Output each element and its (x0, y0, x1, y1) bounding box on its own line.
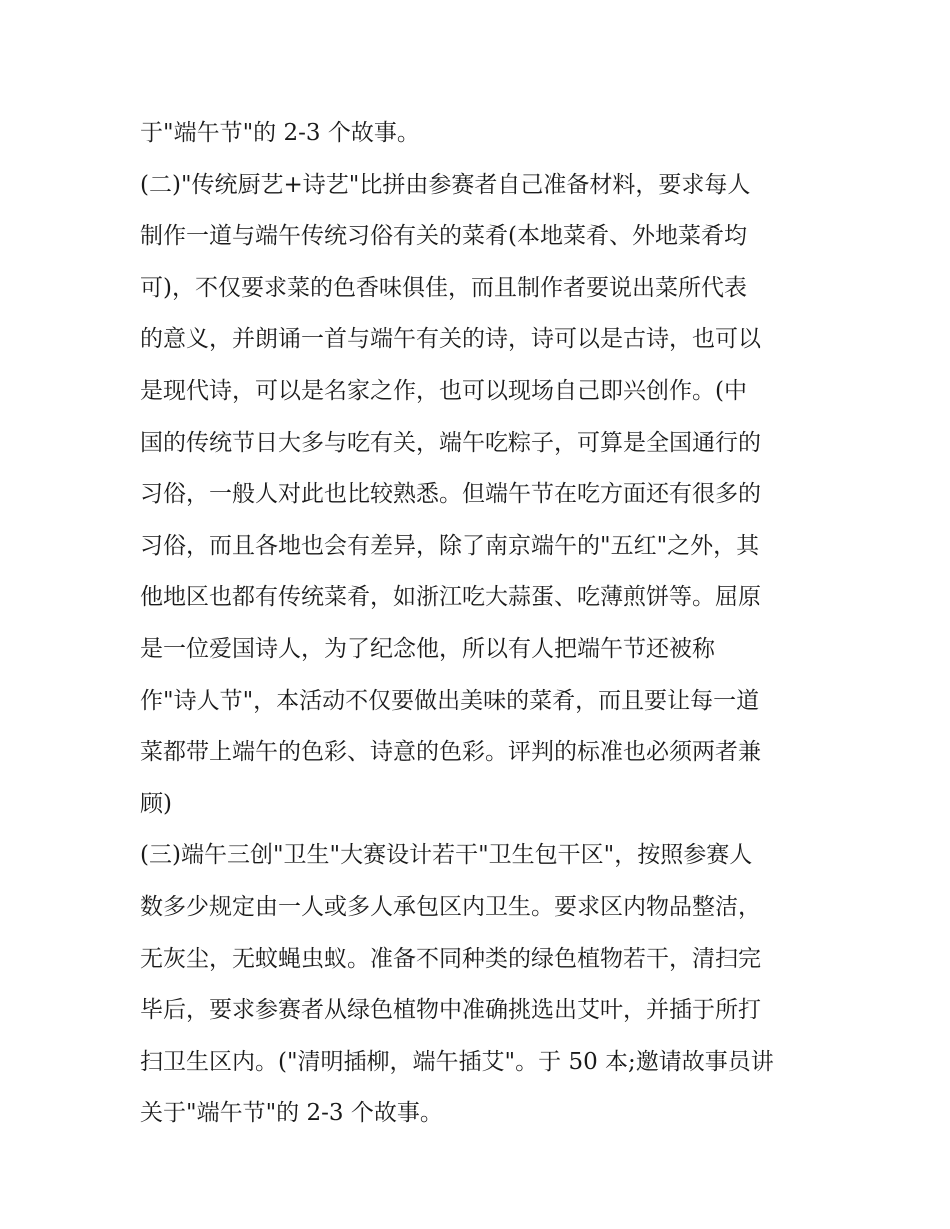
text-line: 数多少规定由一人或多人承包区内卫生。要求区内物品整洁， (140, 893, 761, 920)
text-line: 制作一道与端午传统习俗有关的菜肴(本地菜肴、外地菜肴均 (140, 223, 747, 250)
text-line: 作"诗人节"，本活动不仅要做出美味的菜肴，而且要让每一道 (140, 687, 760, 714)
text-line: 国的传统节日大多与吃有关，端午吃粽子，可算是全国通行的 (140, 429, 761, 456)
text-line: 扫卫生区内。("清明插柳，端午插艾"。于 50 本;邀请故事员讲 (140, 1048, 774, 1075)
text-line: 是一位爱国诗人，为了纪念他，所以有人把端午节还被称 (140, 635, 715, 662)
text-line: 他地区也都有传统菜肴，如浙江吃大蒜蛋、吃薄煎饼等。屈原 (140, 584, 761, 611)
text-line: 关于"端午节"的 2-3 个故事。 (140, 1100, 443, 1127)
text-line: 习俗，而且各地也会有差异，除了南京端午的"五红"之外，其 (140, 532, 760, 559)
text-line: 可)，不仅要求菜的色香味俱佳，而且制作者要说出菜所代表 (140, 274, 747, 301)
text-line: 菜都带上端午的色彩、诗意的色彩。评判的标准也必须两者兼 (140, 739, 761, 766)
text-line: 于"端午节"的 2-3 个故事。 (140, 120, 420, 146)
text-line: 是现代诗，可以是名家之作，也可以现场自己即兴创作。(中 (140, 377, 747, 404)
text-line: 顾) (140, 790, 172, 817)
text-line: 无灰尘，无蚊蝇虫蚁。准备不同种类的绿色植物若干，清扫完 (140, 945, 761, 972)
text-line: (二)"传统厨艺+诗艺"比拼由参赛者自己准备材料，要求每人 (140, 171, 751, 198)
text-line: (三)端午三创"卫生"大赛设计若干"卫生包干区"，按照参赛人 (140, 842, 753, 869)
document-body (140, 108, 820, 1140)
text-line: 习俗，一般人对此也比较熟悉。但端午节在吃方面还有很多的 (140, 481, 761, 508)
text-line: 毕后，要求参赛者从绿色植物中准确挑选出艾叶，并插于所打 (140, 997, 761, 1024)
text-line: 的意义，并朗诵一首与端午有关的诗，诗可以是古诗，也可以 (140, 326, 761, 353)
